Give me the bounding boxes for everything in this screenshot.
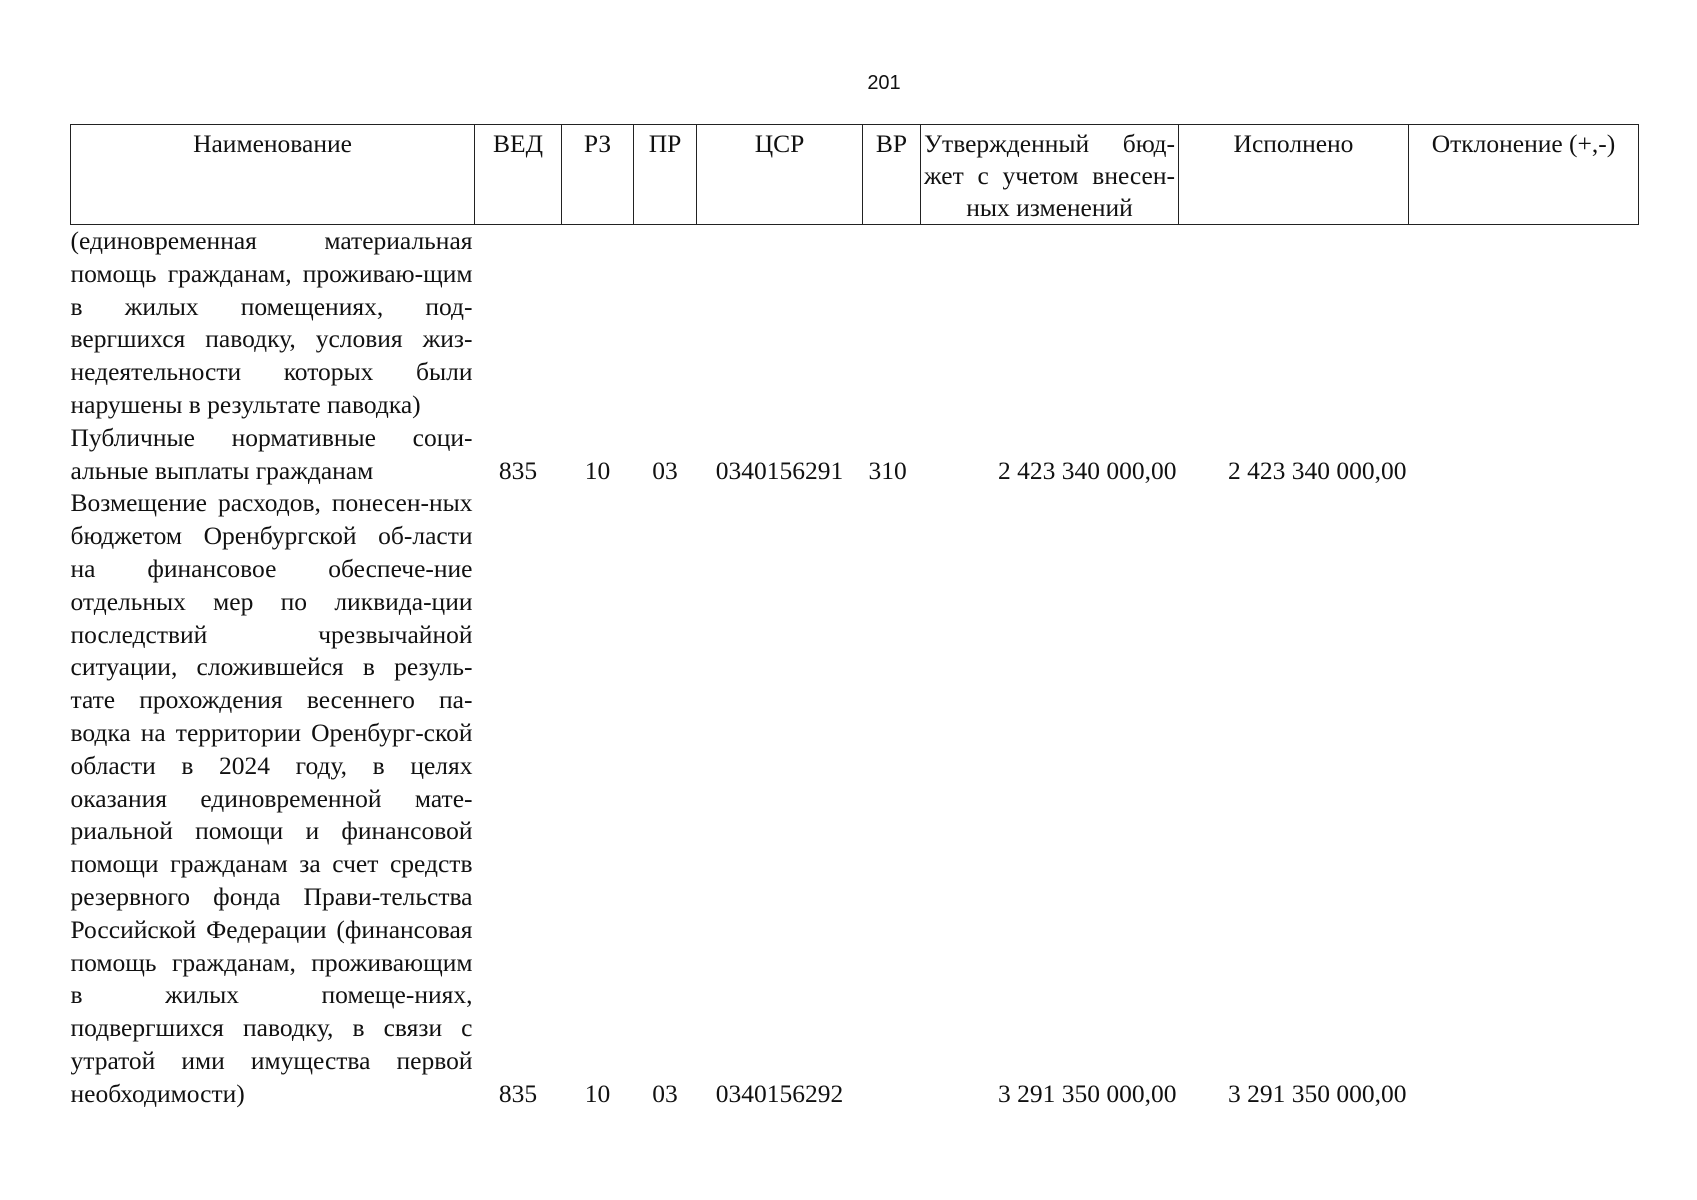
table-body <box>71 225 1639 1111</box>
header-pr: ПР <box>634 125 697 225</box>
row-ved: 835 <box>498 455 538 485</box>
table-row <box>71 487 1639 1110</box>
row-pr: 03 <box>652 1078 678 1108</box>
row-name: Публичные нормативные соци-альные выплаты гражданам <box>70 422 473 485</box>
page-number: 201 <box>867 72 901 94</box>
row-csr <box>697 225 863 422</box>
row-deviation <box>1409 487 1639 1110</box>
row-name: (единовременная материальная помощь гражданам, проживаю-щим в жилых помещениях, под-вергшихся паводку, условия жиз-недеятельности которых были нарушены в результате паводка) <box>70 226 473 419</box>
row-ved: 835 <box>498 1078 538 1108</box>
row-vr: 310 <box>868 455 907 485</box>
row-rz: 10 <box>584 1078 611 1108</box>
row-rz: 10 <box>584 455 611 485</box>
row-executed: 3 291 350 000,00 <box>1228 1078 1407 1108</box>
header-csr: ЦСР <box>697 125 863 225</box>
row-deviation <box>1409 225 1639 422</box>
budget-table <box>70 124 1639 1111</box>
row-vr <box>863 487 921 1110</box>
header-rz: РЗ <box>562 125 634 225</box>
header-vr: ВР <box>863 125 921 225</box>
header-row <box>71 125 1639 225</box>
row-executed: 2 423 340 000,00 <box>1228 455 1407 485</box>
row-rz <box>562 225 634 422</box>
table-header <box>71 125 1639 225</box>
header-executed: Исполнено <box>1179 125 1409 225</box>
row-approved: 2 423 340 000,00 <box>998 455 1177 485</box>
header-approved-budget: Утвержденный бюд-жет с учетом внесен-ных изменений <box>921 125 1179 225</box>
row-approved <box>921 225 1179 422</box>
row-ved <box>475 225 562 422</box>
header-name: Наименование <box>71 125 475 225</box>
table-row <box>71 225 1639 422</box>
row-executed <box>1179 225 1409 422</box>
header-ved: ВЕД <box>475 125 562 225</box>
row-approved: 3 291 350 000,00 <box>998 1078 1177 1108</box>
row-csr: 0340156291 <box>715 455 844 485</box>
table-row <box>71 422 1639 488</box>
row-vr <box>863 225 921 422</box>
row-name: Возмещение расходов, понесен-ных бюджетом Оренбургской об-ласти на финансовое обеспече-ние отдельных мер по ликвида-ции последствий чрезвычайной ситуации, сложившейся в резуль-тате прохождения весеннего па-водка на территории Оренбург-ской области в 2024 году, в целях оказания единовременной мате-риальной помощи и финансовой помощи гражданам за счет средств резервного фонда Прави-тельства Российской Федерации (финансовая помощь гражданам, проживающим в жилых помеще-ниях, подвергшихся паводку, в связи с утратой ими имущества первой необходимости) <box>70 488 473 1108</box>
row-deviation <box>1409 422 1639 488</box>
row-csr: 0340156292 <box>715 1078 844 1108</box>
row-pr: 03 <box>652 455 678 485</box>
row-pr <box>634 225 697 422</box>
header-deviation: Отклонение (+,-) <box>1409 125 1639 225</box>
